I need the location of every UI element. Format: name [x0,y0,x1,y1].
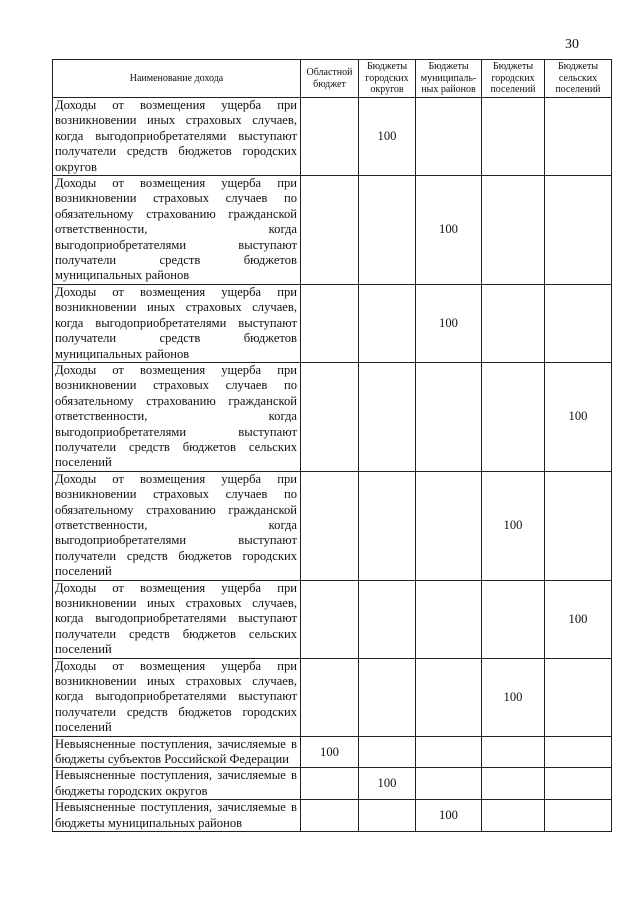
value-cell: 100 [416,284,482,362]
value-cell [545,658,612,736]
value-cell [416,362,482,471]
table-row [53,658,612,736]
value-cell [359,362,416,471]
value-cell: 100 [545,362,612,471]
value-cell [359,284,416,362]
header-income-name: Наименование дохода [53,60,301,98]
income-name-cell: Невыясненные поступления, зачисляемые в бюджеты городских округов [53,768,301,800]
value-cell: 100 [545,580,612,658]
value-cell [545,471,612,580]
income-name-cell: Доходы от возмещения ущерба при возникновении страховых случаев по обязательному страхованию гражданской ответственности, когда выгодоприобретателями выступают получатели средств бюджетов муниципальных районов [53,176,301,285]
value-cell [545,736,612,768]
value-cell [359,580,416,658]
value-cell [359,658,416,736]
value-cell [301,658,359,736]
table-row [53,176,612,285]
value-cell [301,176,359,285]
value-cell [545,284,612,362]
value-cell [416,658,482,736]
value-cell [359,471,416,580]
value-cell [482,362,545,471]
table-row [53,736,612,768]
value-cell [359,736,416,768]
value-cell [545,768,612,800]
income-name-cell: Невыясненные поступления, зачисляемые в бюджеты муниципальных районов [53,800,301,832]
income-name-cell: Доходы от возмещения ущерба при возникновении иных страховых случаев, когда выгодоприобретателями выступают получатели средств бюджетов городских округов [53,98,301,176]
value-cell [359,176,416,285]
income-name-cell: Невыясненные поступления, зачисляемые в бюджеты субъектов Российской Федерации [53,736,301,768]
value-cell [416,98,482,176]
value-cell [545,98,612,176]
value-cell [545,176,612,285]
value-cell [301,580,359,658]
value-cell [482,176,545,285]
value-cell [301,800,359,832]
value-cell: 100 [359,768,416,800]
income-name-cell: Доходы от возмещения ущерба при возникновении страховых случаев по обязательному страхованию гражданской ответственности, когда выгодоприобретателями выступают получатели средств бюджетов городских поселений [53,471,301,580]
income-name-cell: Доходы от возмещения ущерба при возникновении иных страховых случаев, когда выгодоприобретателями выступают получатели средств бюджетов сельских поселений [53,580,301,658]
income-name-cell: Доходы от возмещения ущерба при возникновении страховых случаев по обязательному страхованию гражданской ответственности, когда выгодоприобретателями выступают получатели средств бюджетов сельских поселений [53,362,301,471]
value-cell: 100 [416,800,482,832]
value-cell [482,800,545,832]
value-cell [301,98,359,176]
value-cell: 100 [359,98,416,176]
table-row [53,284,612,362]
table-header-row [53,60,612,98]
value-cell [416,471,482,580]
value-cell [482,98,545,176]
table-row [53,362,612,471]
value-cell [301,471,359,580]
value-cell: 100 [482,471,545,580]
value-cell [416,768,482,800]
value-cell [416,580,482,658]
value-cell [482,768,545,800]
table-row [53,768,612,800]
revenue-distribution-table [52,59,612,832]
value-cell [545,800,612,832]
value-cell [301,362,359,471]
value-cell [482,580,545,658]
value-cell: 100 [482,658,545,736]
value-cell [359,800,416,832]
header-municipal-district-budgets: Бюджеты муниципаль-ных районов [416,60,482,98]
income-name-cell: Доходы от возмещения ущерба при возникновении иных страховых случаев, когда выгодоприобретателями выступают получатели средств бюджетов городских поселений [53,658,301,736]
table-row [53,580,612,658]
header-rural-settlement-budgets: Бюджеты сельских поселений [545,60,612,98]
header-regional-budget: Областной бюджет [301,60,359,98]
value-cell: 100 [416,176,482,285]
page-number: 30 [565,37,579,52]
value-cell [301,768,359,800]
header-city-district-budgets: Бюджеты городских округов [359,60,416,98]
table-row [53,98,612,176]
table-row [53,471,612,580]
value-cell [416,736,482,768]
value-cell [482,284,545,362]
income-name-cell: Доходы от возмещения ущерба при возникновении иных страховых случаев, когда выгодоприобретателями выступают получатели средств бюджетов муниципальных районов [53,284,301,362]
table-row [53,800,612,832]
header-urban-settlement-budgets: Бюджеты городских поселений [482,60,545,98]
value-cell [482,736,545,768]
value-cell: 100 [301,736,359,768]
value-cell [301,284,359,362]
